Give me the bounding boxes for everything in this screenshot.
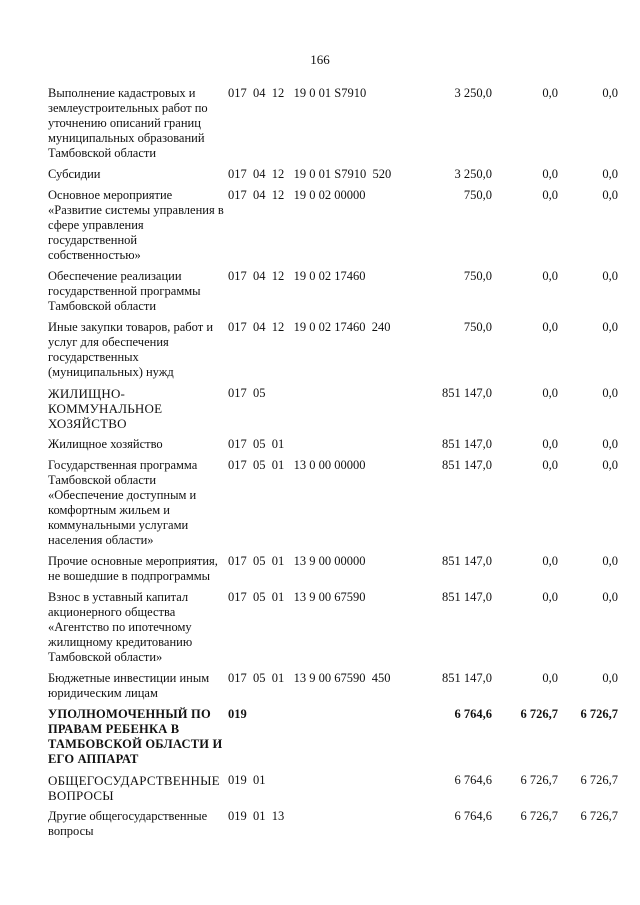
row-value-year1: 851 147,0	[442, 554, 492, 568]
budget-table	[48, 86, 618, 845]
row-value-year3: 0,0	[602, 167, 618, 181]
row-value-year2: 0,0	[542, 320, 558, 334]
page-number: 166	[310, 52, 330, 67]
row-value-year3: 6 726,7	[580, 707, 618, 721]
row-name: Взнос в уставный капитал акционерного общества «Агентство по ипотечному жилищному кредитованию Тамбовской области»	[48, 590, 193, 664]
table-row	[48, 188, 618, 269]
table-row	[48, 437, 618, 458]
row-value-year1: 750,0	[463, 269, 492, 283]
row-code: 017 05 01 13 9 00 00000	[228, 554, 366, 568]
row-code: 019 01 13	[228, 809, 285, 823]
row-value-year1: 6 764,6	[454, 809, 492, 823]
row-name: УПОЛНОМОЧЕННЫЙ ПО ПРАВАМ РЕБЕНКА В ТАМБОВСКОЙ ОБЛАСТИ И ЕГО АППАРАТ	[48, 707, 223, 766]
row-name: ЖИЛИЩНО-КОММУНАЛЬНОЕ ХОЗЯЙСТВО	[48, 386, 163, 431]
table-row	[48, 773, 618, 809]
row-value-year2: 0,0	[542, 671, 558, 685]
row-value-year2: 0,0	[542, 554, 558, 568]
row-code: 017 05 01 13 0 00 00000	[228, 458, 366, 472]
row-code: 017 04 12 19 0 02 17460	[228, 269, 366, 283]
row-value-year2: 6 726,7	[520, 809, 558, 823]
row-value-year3: 6 726,7	[580, 773, 618, 787]
row-value-year3: 0,0	[602, 188, 618, 202]
table-row	[48, 707, 618, 773]
row-value-year2: 6 726,7	[520, 773, 558, 787]
table-row	[48, 167, 618, 188]
row-code: 019	[228, 707, 247, 721]
row-value-year2: 0,0	[542, 437, 558, 451]
row-value-year2: 6 726,7	[520, 707, 558, 721]
row-code: 017 05 01 13 9 00 67590 450	[228, 671, 391, 685]
row-value-year3: 6 726,7	[580, 809, 618, 823]
row-value-year2: 0,0	[542, 167, 558, 181]
row-name: Основное мероприятие «Развитие системы управления в сфере управления государственной собственностью»	[48, 188, 224, 262]
row-value-year1: 6 764,6	[454, 707, 492, 721]
row-value-year3: 0,0	[602, 320, 618, 334]
row-name: Жилищное хозяйство	[48, 437, 163, 451]
budget-table-body	[48, 86, 618, 845]
row-value-year1: 851 147,0	[442, 458, 492, 472]
row-name: Иные закупки товаров, работ и услуг для обеспечения государственных (муниципальных) нужд	[48, 320, 214, 379]
table-row	[48, 458, 618, 554]
row-value-year2: 0,0	[542, 188, 558, 202]
row-value-year1: 851 147,0	[442, 386, 492, 400]
table-row	[48, 554, 618, 590]
row-name: Бюджетные инвестиции иным юридическим лицам	[48, 671, 210, 700]
table-row	[48, 86, 618, 167]
row-value-year3: 0,0	[602, 590, 618, 604]
row-value-year2: 0,0	[542, 458, 558, 472]
row-value-year1: 750,0	[463, 320, 492, 334]
row-value-year3: 0,0	[602, 86, 618, 100]
row-name: Обеспечение реализации государственной программы Тамбовской области	[48, 269, 201, 313]
row-name: ОБЩЕГОСУДАРСТВЕННЫЕ ВОПРОСЫ	[48, 773, 220, 803]
table-row	[48, 671, 618, 707]
row-value-year1: 3 250,0	[454, 167, 492, 181]
row-value-year1: 6 764,6	[454, 773, 492, 787]
row-value-year3: 0,0	[602, 671, 618, 685]
row-code: 017 05 01 13 9 00 67590	[228, 590, 366, 604]
row-code: 017 05 01	[228, 437, 285, 451]
row-value-year3: 0,0	[602, 437, 618, 451]
table-row	[48, 809, 618, 845]
row-value-year3: 0,0	[602, 458, 618, 472]
row-value-year2: 0,0	[542, 86, 558, 100]
row-value-year3: 0,0	[602, 269, 618, 283]
row-code: 017 04 12 19 0 01 S7910 520	[228, 167, 392, 181]
row-value-year2: 0,0	[542, 269, 558, 283]
row-name: Прочие основные мероприятия, не вошедшие в подпрограммы	[48, 554, 218, 583]
row-code: 017 04 12 19 0 01 S7910	[228, 86, 367, 100]
row-value-year1: 750,0	[463, 188, 492, 202]
row-value-year1: 851 147,0	[442, 437, 492, 451]
row-value-year3: 0,0	[602, 386, 618, 400]
row-value-year1: 851 147,0	[442, 590, 492, 604]
row-code: 017 05	[228, 386, 266, 400]
row-name: Государственная программа Тамбовской области «Обеспечение доступным и комфортным жильем и коммунальными услугами населения области»	[48, 458, 198, 547]
row-value-year2: 0,0	[542, 590, 558, 604]
row-value-year2: 0,0	[542, 386, 558, 400]
table-row	[48, 269, 618, 320]
table-row	[48, 320, 618, 386]
row-code: 017 04 12 19 0 02 00000	[228, 188, 366, 202]
table-row	[48, 386, 618, 437]
row-name: Выполнение кадастровых и землеустроительных работ по уточнению описаний границ муниципальных образований Тамбовской области	[48, 86, 208, 160]
table-row	[48, 590, 618, 671]
row-value-year1: 3 250,0	[454, 86, 492, 100]
row-code: 017 04 12 19 0 02 17460 240	[228, 320, 391, 334]
row-code: 019 01	[228, 773, 266, 787]
row-value-year3: 0,0	[602, 554, 618, 568]
row-name: Субсидии	[48, 167, 101, 181]
row-name: Другие общегосударственные вопросы	[48, 809, 208, 838]
row-value-year1: 851 147,0	[442, 671, 492, 685]
